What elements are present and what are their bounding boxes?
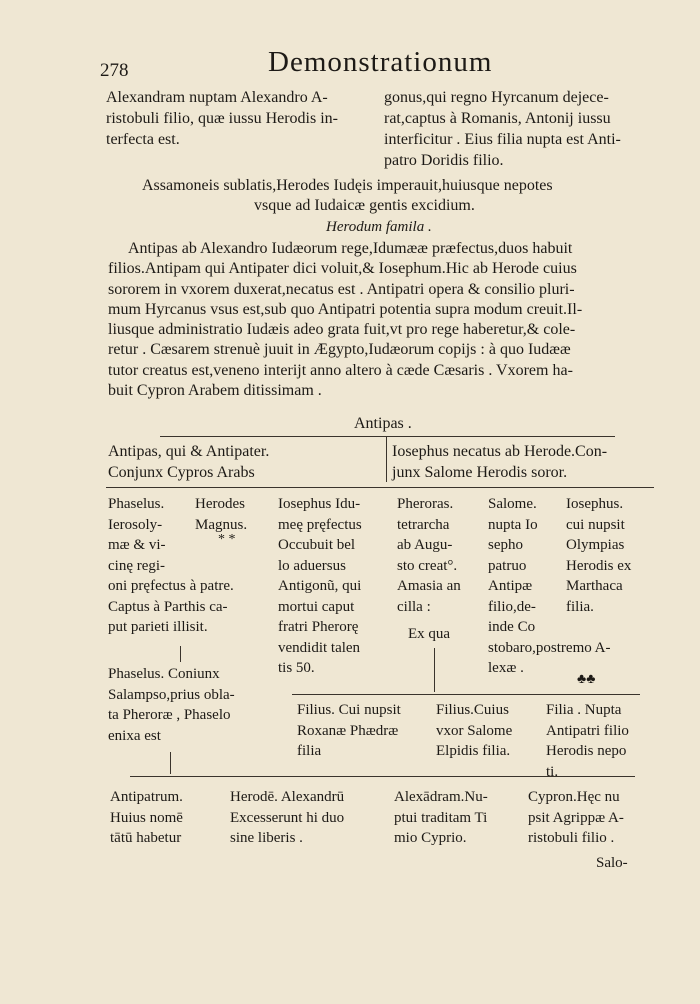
genealogy-paragraph <box>108 239 653 401</box>
tree-mark-asterisks: * * <box>218 532 236 547</box>
running-title: Demonstrationum <box>268 46 493 78</box>
intro-right-line: patro Doridis filio. <box>384 152 504 169</box>
intro-right-line: gonus,qui regno Hyrcanum dejece- <box>384 89 609 106</box>
tree-label-ex-qua: Ex qua <box>408 626 451 642</box>
tree-node-filius-salome: Filius.Cuius vxor Salome Elpidis filia. <box>436 702 513 759</box>
tree-connector <box>434 648 435 692</box>
tree-bracket-gen2 <box>106 487 654 488</box>
tree-node-pheroras: Pheroras. tetrarcha ab Augu- sto creat°. Amasia an cilla : <box>397 496 461 615</box>
tree-divider <box>386 436 387 482</box>
tree-connector <box>170 752 171 774</box>
intro-left-line: Alexandram nuptam Alexandro A- <box>106 89 328 106</box>
paragraph-line: sororem in vxorem duxerat,necatus est . Antipatri opera & consilio pluri- <box>108 280 575 298</box>
tree-bracket-gen1 <box>160 436 615 437</box>
paragraph-line: filios.Antipam qui Antipater dici voluit,& Iosephum.Hic ab Herode cuius <box>108 260 577 278</box>
tree-connector <box>180 646 181 662</box>
tree-node-iosephus-necatus: Iosephus necatus ab Herode.Con- junx Salome Herodis soror. <box>392 443 608 481</box>
tree-node-filius-roxanae: Filius. Cui nupsit Roxanæ Phædræ filia <box>297 702 401 759</box>
tree-node-antipatrum: Antipatrum. Huius nomē tātū habetur <box>110 789 183 846</box>
paragraph-line: mum Hyrcanus vsus est,sub quo Antipatri potentia supra modum creuit.Il- <box>108 300 583 318</box>
tree-node-salome: Salome. nupta Io sepho patruo Antipæ filio,de- inde Co stobaro,postremo A- lexæ . <box>488 496 611 676</box>
tree-bracket-gen4 <box>130 776 635 777</box>
paragraph-line: liusque administratio Iudæis adeo grata fuit,vt pro rege haberetur,& cole- <box>108 321 576 339</box>
intro-left-line: terfecta est. <box>106 131 180 148</box>
tree-node-phaselus: Phaselus. Ierosoly- mæ & vi- cinę regi- oni pręfectus à patre. Captus à Parthis ca- put parieti illisit. <box>108 496 234 635</box>
paragraph-line: buit Cypron Arabem ditissimam . <box>108 382 322 400</box>
tree-node-herodes-magnus: Herodes Magnus. <box>195 496 248 533</box>
paragraph-line: tutor creatus est,veneno interijt anno altero à cæde Cæsaris . Vxorem ha- <box>108 361 573 379</box>
tree-node-alexandram: Alexādram.Nu- ptui traditam Ti mio Cyprio. <box>394 789 488 846</box>
transition-line: Assamoneis sublatis,Herodes Iudęis imperauit,huiusque nepotes <box>142 177 553 194</box>
tree-node-phaselus-son: Phaselus. Coniunx Salampso,prius obla- ta Pheroræ , Phaselo enixa est <box>108 666 235 744</box>
tree-bracket-gen3 <box>292 694 640 695</box>
tree-node-filia-nupta: Filia . Nupta Antipatri filio Herodis nepo ti. <box>546 702 629 780</box>
transition-line: vsque ad Iudaicæ gentis excidium. <box>254 197 475 214</box>
intro-right-line: rat,captus à Romanis, Antonij iussu <box>384 110 611 127</box>
intro-left-line: ristobuli filio, quæ iussu Herodis in- <box>106 110 338 127</box>
intro-right-line: interficitur . Eius filia nupta est Anti- <box>384 131 621 148</box>
catchword: Salo- <box>596 855 628 871</box>
paragraph-line: Antipas ab Alexandro Iudæorum rege,Idumææ præfectus,duos habuit <box>128 240 573 257</box>
page-number: 278 <box>100 60 129 81</box>
tree-node-herode-alexandru: Herodē. Alexandrū Excesserunt hi duo sine liberis . <box>230 789 345 846</box>
running-header <box>100 46 620 86</box>
tree-node-iosephus-olympias: Iosephus. cui nupsit Olympias Herodis ex Marthaca filia. <box>566 496 632 615</box>
paragraph-line: retur . Cæsarem strenuè juuit in Ægypto,Iudæorum copijs : à quo Iudææ <box>108 341 571 359</box>
tree-node-iosephus-idumaeae: Iosephus Idu- meę pręfectus Occubuit bel lo aduersus Antigonũ, qui mortui caput fratri Pherorę vendidit talen tis 50. <box>278 496 362 676</box>
section-title: Herodum famila . <box>326 219 432 235</box>
tree-node-cypron: Cypron.Hęc nu psit Agrippæ A- ristobuli filio . <box>528 789 624 846</box>
tree-node-antipater: Antipas, qui & Antipater. Conjunx Cypros Arabs <box>108 443 270 481</box>
tree-root-antipas: Antipas . <box>354 415 412 432</box>
tree-mark-clubs: ♣♣ <box>577 672 596 687</box>
